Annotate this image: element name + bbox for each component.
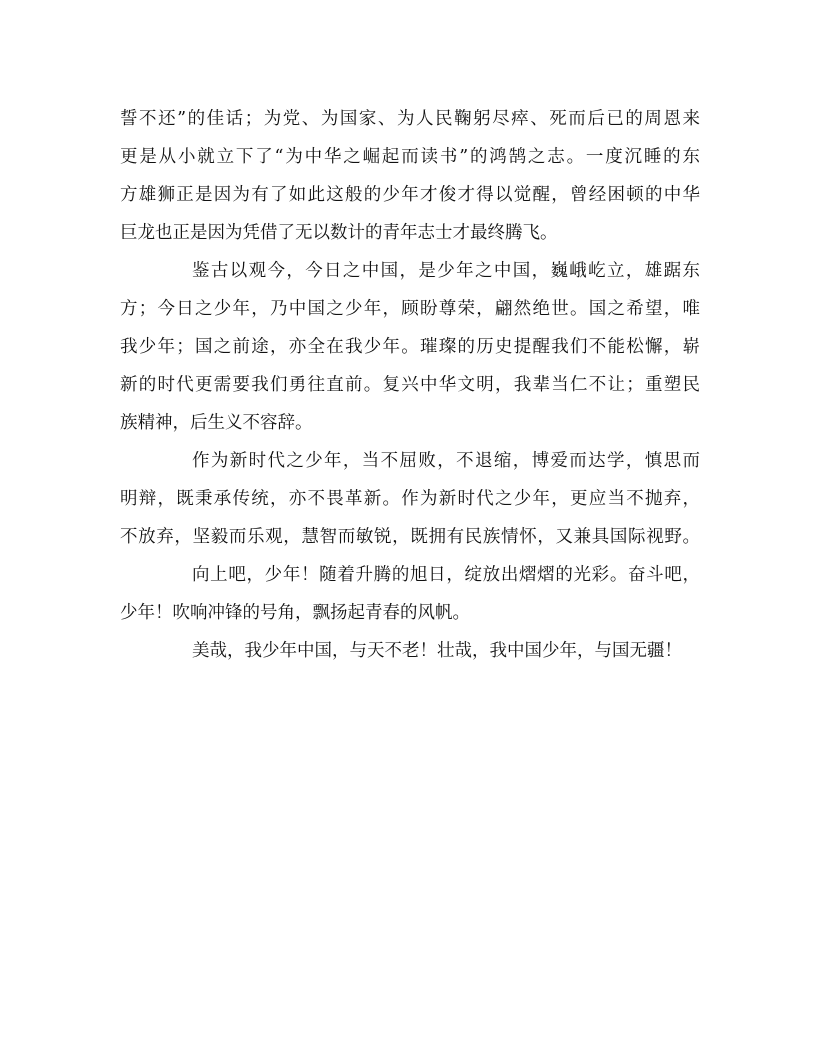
- paragraph-first-line: 向上吧，少年！随着升腾的旭日，绽放出熠熠的光彩。奋斗吧，: [192, 565, 700, 585]
- text-line: 更是从小就立下了“为中华之崛起而读书”的鸿鹄之志。一度沉睡的东: [120, 147, 700, 167]
- text-line: 族精神，后生义不容辞。: [120, 413, 313, 433]
- text-line: 少年！吹响冲锋的号角，飘扬起青春的风帆。: [120, 603, 470, 623]
- text-line: 明辩，既秉承传统，亦不畏革新。作为新时代之少年，更应当不抛弃，: [120, 489, 700, 509]
- text-line: 巨龙也正是因为凭借了无以数计的青年志士才最终腾飞。: [120, 223, 558, 243]
- text-line: 我少年；国之前途，亦全在我少年。璀璨的历史提醒我们不能松懈，崭: [120, 337, 700, 357]
- paragraph-first-line: 美哉，我少年中国，与天不老！壮哉，我中国少年，与国无疆！: [192, 641, 682, 661]
- text-line: 誓不还”的佳话；为党、为国家、为人民鞠躬尽瘁、死而后已的周恩来: [120, 109, 700, 129]
- paragraph-first-line: 鉴古以观今，今日之中国，是少年之中国，巍峨屹立，雄踞东: [192, 261, 700, 281]
- text-line: 方；今日之少年，乃中国之少年，顾盼尊荣，翩然绝世。国之希望，唯: [120, 299, 700, 319]
- text-line: 新的时代更需要我们勇往直前。复兴中华文明，我辈当仁不让；重塑民: [120, 375, 700, 395]
- text-line: 方雄狮正是因为有了如此这般的少年才俊才得以觉醒，曾经困顿的中华: [120, 185, 700, 205]
- document-body: [120, 100, 700, 670]
- paragraph-first-line: 作为新时代之少年，当不屈败，不退缩，博爱而达学，慎思而: [192, 451, 700, 471]
- text-line: 不放弃，坚毅而乐观，慧智而敏锐，既拥有民族情怀，又兼具国际视野。: [120, 527, 700, 547]
